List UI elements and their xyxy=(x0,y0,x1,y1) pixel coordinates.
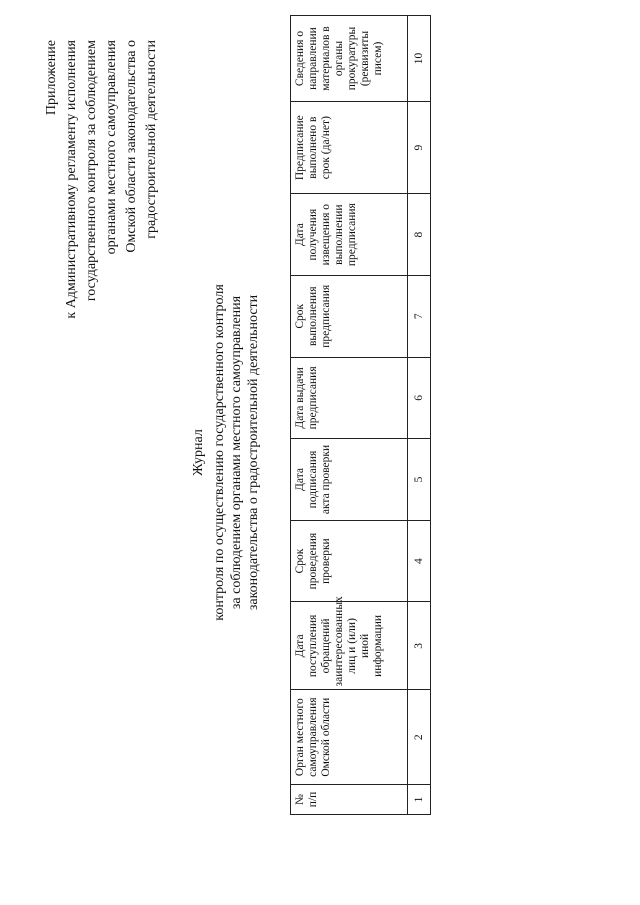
column-number-cell: 4 xyxy=(408,520,431,602)
journal-heading xyxy=(190,0,262,905)
table-row xyxy=(408,16,431,815)
appendix-line: градостроительной деятельности xyxy=(144,40,159,239)
column-number-cell: 6 xyxy=(408,357,431,439)
column-number-cell: 7 xyxy=(408,275,431,357)
column-number-cell: 1 xyxy=(408,784,431,814)
table-header-row xyxy=(291,16,408,815)
appendix-line: Омской области законодательства о xyxy=(124,40,139,253)
column-number-cell: 10 xyxy=(408,16,431,102)
column-header: Дата подписания акта проверки xyxy=(291,439,408,521)
journal-subtitle-line: за соблюдением органами местного самоуправления xyxy=(229,295,244,610)
column-number-cell: 2 xyxy=(408,690,431,785)
column-number-cell: 3 xyxy=(408,602,431,690)
column-number-cell: 5 xyxy=(408,439,431,521)
column-number-cell: 8 xyxy=(408,194,431,276)
journal-table xyxy=(290,15,431,815)
column-header: Сведения о направлении материалов в органы прокуратуры (реквизиты писем) xyxy=(291,16,408,102)
column-header: Дата выдачи предписания xyxy=(291,357,408,439)
column-number-cell: 9 xyxy=(408,102,431,194)
column-header: Дата поступления обращений заинтересованных лиц и (или) иной информации xyxy=(291,602,408,690)
column-header: Срок проведения проверки xyxy=(291,520,408,602)
journal-subtitle-line: законодательства о градостроительной деятельности xyxy=(246,294,261,611)
appendix-line: к Административному регламенту исполнения xyxy=(64,40,79,319)
column-header: Срок выполнения предписания xyxy=(291,275,408,357)
appendix-line: государственного контроля за соблюдением xyxy=(84,40,99,302)
column-header: № п/п xyxy=(291,784,408,814)
appendix-block xyxy=(42,40,162,460)
column-header: Дата получения извещения о выполнении предписания xyxy=(291,194,408,276)
appendix-line: органами местного самоуправления xyxy=(104,40,119,255)
journal-title: Журнал xyxy=(191,429,206,476)
journal-subtitle-line: контроля по осуществлению государственного контроля xyxy=(212,284,227,621)
column-header: Предписание выполнено в срок (да/нет) xyxy=(291,102,408,194)
column-header: Орган местного самоуправления Омской области xyxy=(291,690,408,785)
appendix-line: Приложение xyxy=(44,40,59,116)
